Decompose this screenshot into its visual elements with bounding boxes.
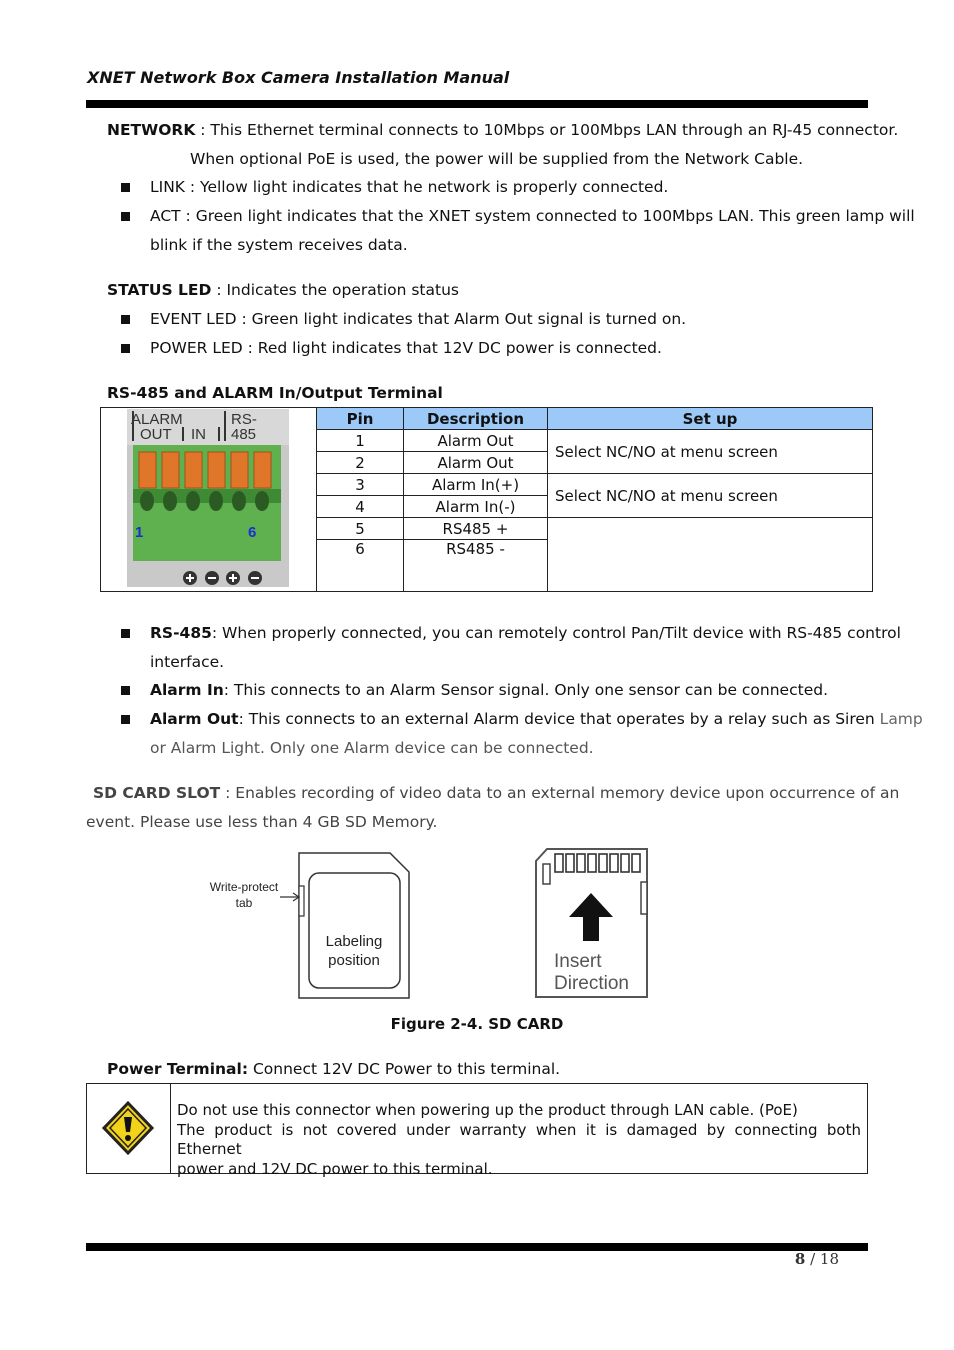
pin-cell: 6 [317, 540, 404, 562]
warning-line-2: The product is not covered under warranty when it is damaged by connecting both Ethernet [177, 1120, 861, 1158]
alarm-out-bullet [150, 710, 923, 728]
header-rule [86, 100, 868, 108]
power-led-text: POWER LED : Red light indicates that 12V DC power is connected. [150, 339, 662, 357]
pin-6-label: 6 [248, 524, 257, 541]
warning-box [86, 1083, 868, 1178]
alarm-in-bullet [150, 681, 828, 699]
power-paragraph [107, 1060, 560, 1078]
alarm-out-text-lamp: Lamp [874, 710, 923, 728]
out-label: OUT [140, 426, 172, 443]
sd-card-front-figure [200, 850, 415, 1002]
power-text: Connect 12V DC Power to this terminal. [248, 1060, 561, 1078]
485-label: 485 [231, 426, 257, 443]
tab-label: tab [235, 896, 253, 910]
desc-cell-filler [404, 561, 548, 592]
pin-cell-filler [317, 561, 404, 592]
rs485-bullet-text-cont: interface. [150, 653, 225, 671]
rs485-bullet-label: RS-485 [150, 624, 212, 642]
in-label: IN [191, 426, 206, 443]
figure-caption: Figure 2-4. SD CARD [390, 1015, 564, 1033]
terminal-block-image [127, 409, 289, 587]
warning-text [177, 1101, 861, 1179]
labeling-label: Labeling [325, 933, 383, 950]
page-total: 18 [819, 1250, 839, 1268]
setup-cell: Select NC/NO at menu screen [548, 474, 873, 518]
desc-cell: Alarm Out [404, 452, 548, 474]
pin-cell: 4 [317, 496, 404, 518]
poe-note: When optional PoE is used, the power will be supplied from the Network Cable. [190, 150, 804, 168]
network-text: : This Ethernet terminal connects to 10Mbps or 100Mbps LAN through an RJ-45 connector. [195, 121, 899, 139]
alarm-out-label: Alarm Out [150, 710, 239, 728]
sd-card-back-figure [533, 847, 651, 1002]
pin-1-label: 1 [135, 524, 144, 541]
status-led-label: STATUS LED [107, 281, 212, 299]
bullet-icon [121, 212, 130, 221]
alarm-in-label: Alarm In [150, 681, 224, 699]
pin-header: Pin [317, 408, 404, 430]
power-label: Power Terminal: [107, 1060, 249, 1078]
status-led-paragraph [107, 281, 459, 299]
rs485-bullet-text [150, 624, 901, 642]
bullet-icon [121, 715, 130, 724]
sd-card-text-cont: event. Please use less than 4 GB SD Memory. [86, 813, 438, 831]
warning-line-1: Do not use this connector when powering up the product through LAN cable. (PoE) [177, 1101, 798, 1119]
sd-card-label: SD CARD SLOT [93, 784, 221, 802]
rs485-bullet-desc: : When properly connected, you can remotely control Pan/Tilt device with RS-485 control [211, 624, 901, 642]
insert-label: Insert [554, 951, 602, 972]
pin-cell: 2 [317, 452, 404, 474]
document-header: XNET Network Box Camera Installation Manual [87, 68, 510, 87]
bullet-icon [121, 344, 130, 353]
desc-cell: RS485 + [404, 518, 548, 540]
sd-card-text: : Enables recording of video data to an external memory device upon occurrence of an [220, 784, 900, 802]
pin-cell: 3 [317, 474, 404, 496]
act-bullet-text: ACT : Green light indicates that the XNET system connected to 100Mbps LAN. This green lamp will [150, 207, 915, 225]
bullet-icon [121, 183, 130, 192]
position-label: position [328, 952, 380, 969]
page-current: 8 [794, 1250, 806, 1268]
desc-cell: Alarm In(+) [404, 474, 548, 496]
sd-card-paragraph [93, 784, 900, 802]
warning-line-3: power and 12V DC power to this terminal. [177, 1159, 493, 1178]
footer-rule [86, 1243, 868, 1251]
alarm-out-text-cont: or Alarm Light. Only one Alarm device can be connected. [150, 739, 594, 757]
alarm-out-text: : This connects to an external Alarm device that operates by a relay such as Siren [238, 710, 875, 728]
act-bullet-text-cont: blink if the system receives data. [150, 236, 408, 254]
write-protect-label: Write-protect [209, 880, 279, 894]
alarm-label: ALARM [131, 411, 183, 428]
link-bullet-text: LINK : Yellow light indicates that he network is properly connected. [150, 178, 669, 196]
setup-cell-empty [548, 518, 873, 592]
rs485-heading: RS-485 and ALARM In/Output Terminal [107, 384, 443, 402]
bullet-icon [121, 315, 130, 324]
warning-icon [87, 1084, 170, 1173]
bullet-icon [121, 686, 130, 695]
page-number [795, 1250, 839, 1268]
setup-cell: Select NC/NO at menu screen [548, 430, 873, 474]
status-led-text: : Indicates the operation status [211, 281, 459, 299]
setup-header: Set up [548, 408, 873, 430]
description-header: Description [404, 408, 548, 430]
desc-cell: Alarm In(-) [404, 496, 548, 518]
network-label: NETWORK [107, 121, 196, 139]
bullet-icon [121, 629, 130, 638]
desc-cell: RS485 - [404, 540, 548, 562]
alarm-in-text: : This connects to an Alarm Sensor signal. Only one sensor can be connected. [223, 681, 828, 699]
rs-label: RS- [231, 411, 257, 428]
direction-label: Direction [554, 973, 629, 994]
pin-cell: 5 [317, 518, 404, 540]
event-led-text: EVENT LED : Green light indicates that Alarm Out signal is turned on. [150, 310, 687, 328]
warning-icon-cell [87, 1084, 171, 1173]
pin-cell: 1 [317, 430, 404, 452]
page-separator: / [805, 1250, 820, 1268]
network-paragraph [107, 121, 898, 139]
desc-cell: Alarm Out [404, 430, 548, 452]
